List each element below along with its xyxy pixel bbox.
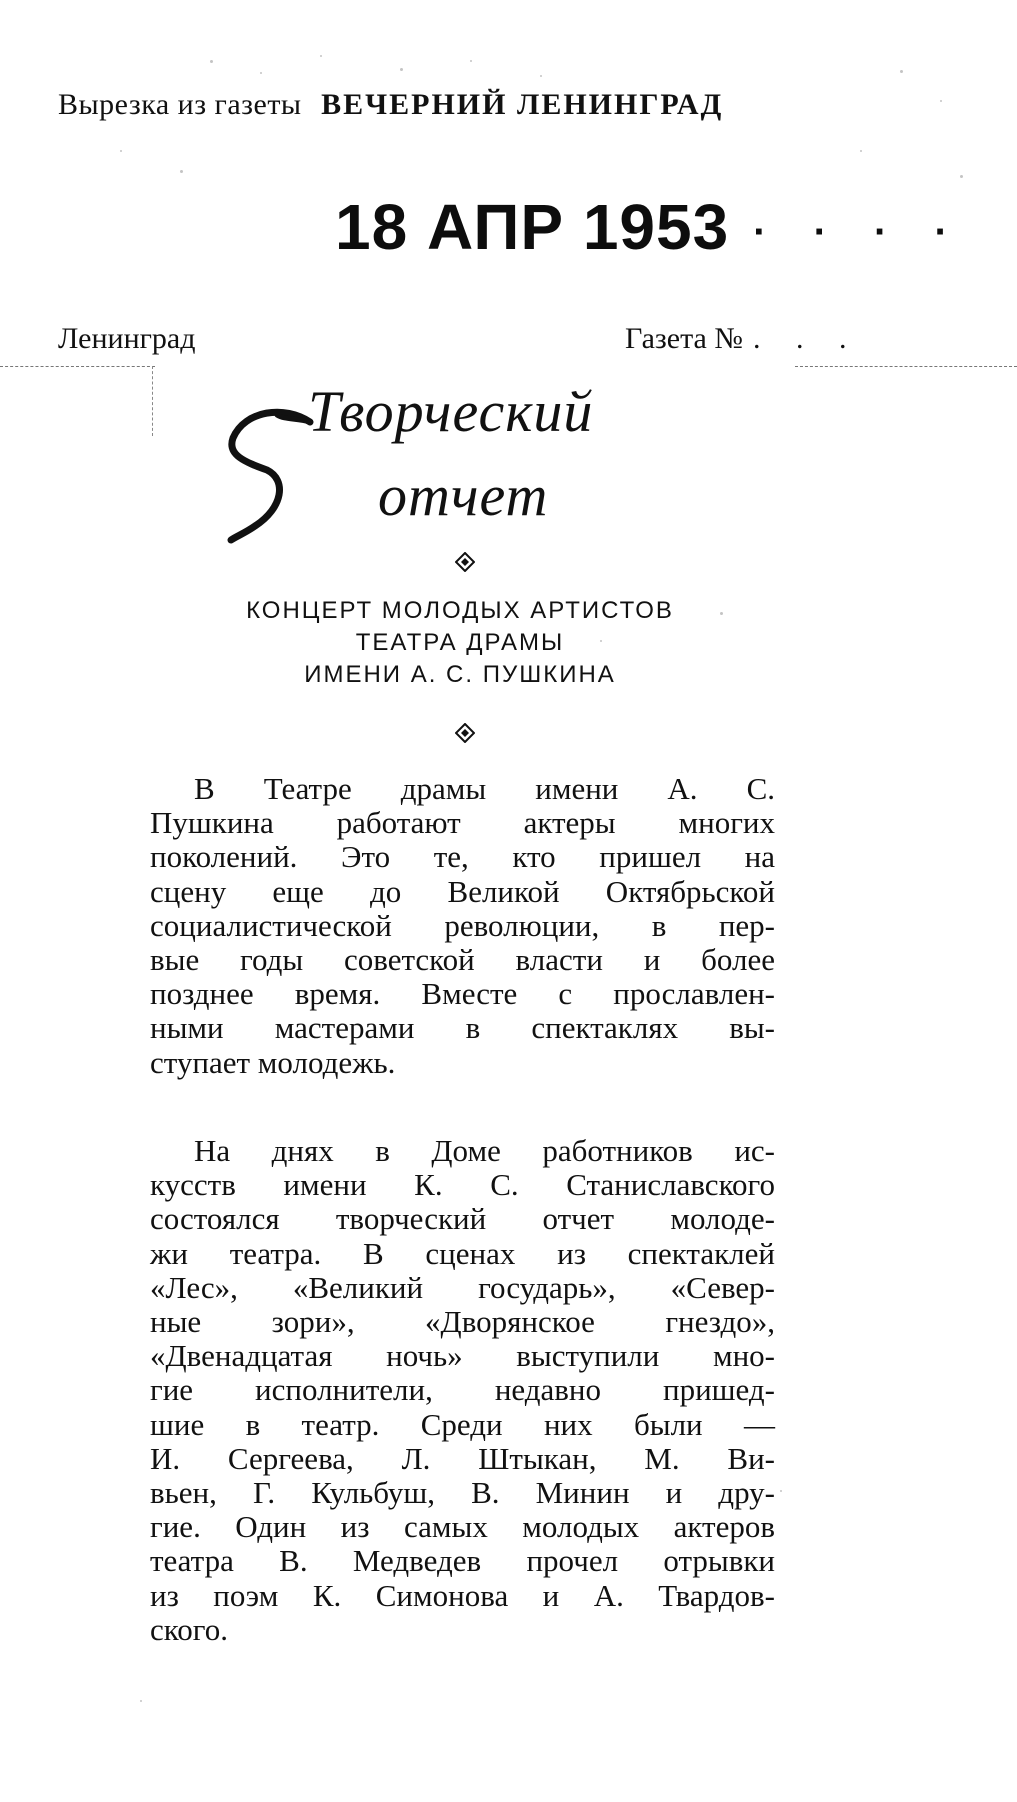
text-line: состоялся творческий отчет молоде- [150, 1201, 775, 1237]
paper-speck [180, 170, 183, 173]
subheading-line: КОНЦЕРТ МОЛОДЫХ АРТИСТОВ [246, 597, 674, 624]
text-line: театра В. Медведев прочел отрывки [150, 1543, 775, 1579]
text-line: гие. Один из самых молодых актеров [150, 1509, 775, 1545]
diamond-ornament-icon [455, 723, 475, 743]
article-paragraph-1 [150, 772, 775, 1080]
paper-speck [780, 1490, 782, 1492]
cut-line-left [0, 366, 155, 367]
date-stamp-dots: · · · · [753, 209, 966, 254]
text-line: вые годы советской власти и более [150, 942, 775, 978]
text-line: кусств имени К. С. Станиславского [150, 1167, 775, 1203]
text-line: ными мастерами в спектаклях вы- [150, 1010, 775, 1046]
text-line: социалистической революции, в пер- [150, 907, 775, 943]
text-line: гие исполнители, недавно пришед- [150, 1372, 775, 1408]
article-headline-line2: отчет [378, 463, 549, 528]
date-stamp [335, 190, 966, 264]
cut-line-vertical [152, 366, 153, 436]
paper-speck [860, 150, 862, 152]
paper-speck [320, 55, 322, 57]
text-line: «Двенадцатая ночь» выступили мно- [150, 1338, 775, 1374]
text-line: ступает молодежь. [150, 1044, 396, 1080]
subheading-line: ТЕАТРА ДРАМЫ [355, 629, 565, 656]
paper-speck [540, 75, 542, 77]
article-subheading [160, 595, 760, 691]
text-line: позднее время. Вместе с прославлен- [150, 976, 775, 1012]
text-line: В Театре драмы имени А. С. [194, 771, 775, 806]
article-paragraph-2 [150, 1134, 775, 1647]
paper-speck [260, 72, 262, 74]
paper-speck [720, 612, 723, 615]
text-line: жи театра. В сценах из спектаклей [150, 1235, 775, 1271]
text-line: ского. [150, 1611, 228, 1647]
article-headline-line1: Творческий [308, 379, 594, 444]
text-line: шие в театр. Среди них были — [150, 1406, 775, 1442]
cut-line-right [795, 366, 1017, 367]
paper-speck [210, 60, 213, 63]
gazeta-number-dots: . . . [753, 322, 861, 355]
gazeta-number-label: Газета № [625, 322, 743, 355]
paper-speck [900, 70, 903, 73]
diamond-ornament-icon [455, 552, 475, 572]
text-line: ные зори», «Дворянское гнездо», [150, 1304, 775, 1340]
clipping-header [58, 88, 723, 122]
date-stamp-text: 18 АПР 1953 [335, 191, 730, 263]
subheading-line: ИМЕНИ А. С. ПУШКИНА [304, 661, 616, 688]
text-line: «Лес», «Великий государь», «Север- [150, 1269, 775, 1305]
gazeta-number [625, 322, 861, 356]
paper-speck [600, 640, 602, 642]
text-line: И. Сергеева, Л. Штыкан, М. Ви- [150, 1440, 775, 1476]
paper-speck [470, 60, 472, 62]
text-line: сцену еще до Великой Октябрьской [150, 873, 775, 909]
newspaper-name: ВЕЧЕРНИЙ ЛЕНИНГРАД [321, 88, 724, 121]
paper-speck [120, 150, 122, 152]
text-line: из поэм К. Симонова и А. Твардов- [150, 1577, 775, 1613]
paper-speck [960, 175, 963, 178]
paper-speck [400, 68, 403, 71]
paper-speck [940, 100, 942, 102]
text-line: На днях в Доме работников ис- [194, 1133, 775, 1168]
text-line: Пушкина работают актеры многих [150, 805, 775, 841]
paper-speck [140, 1700, 142, 1702]
clipping-label: Вырезка из газеты [58, 88, 302, 121]
text-line: вьен, Г. Кульбуш, В. Минин и дру- [150, 1475, 775, 1511]
text-line: поколений. Это те, кто пришел на [150, 839, 775, 875]
city-label: Ленинград [58, 322, 196, 355]
